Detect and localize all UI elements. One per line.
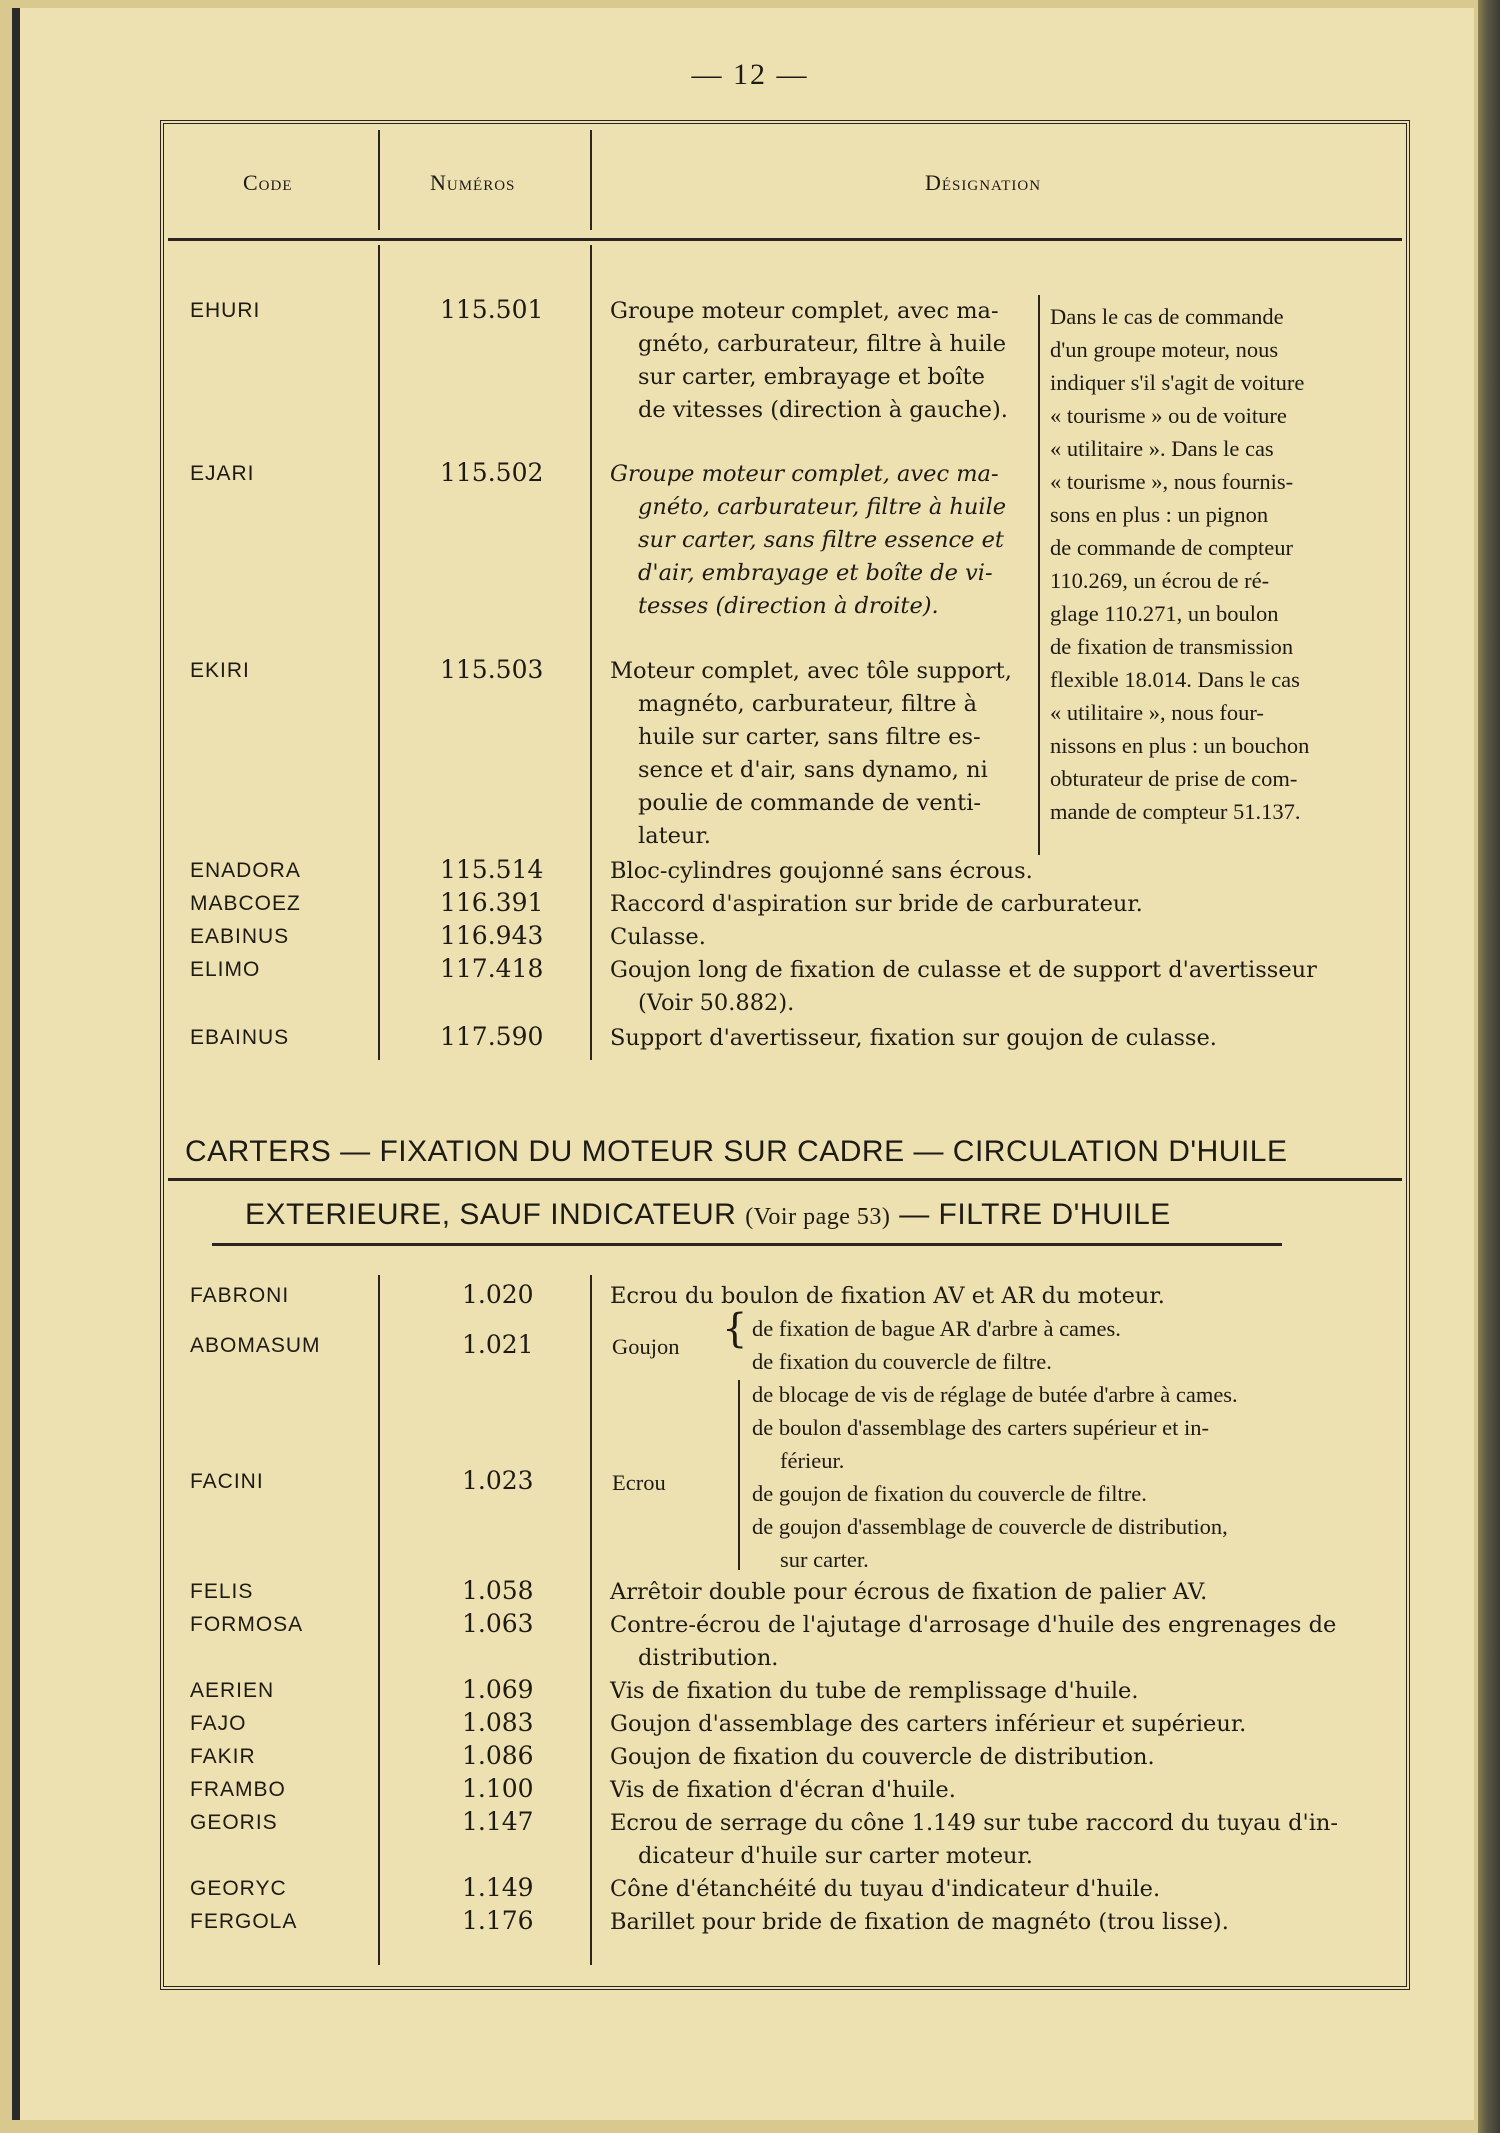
part-number: 116.391 xyxy=(440,888,544,917)
part-designation xyxy=(610,1774,1390,1807)
note-line: d'un groupe moteur, nous xyxy=(1050,337,1279,362)
part-number: 1.069 xyxy=(462,1675,534,1704)
note-line: glage 110.271, un boulon xyxy=(1050,601,1279,626)
designation-line: Goujon d'assemblage des carters inférieur et supérieur. xyxy=(610,1711,1247,1737)
part-designation xyxy=(610,1807,1390,1873)
part-number: 1.086 xyxy=(462,1741,534,1770)
part-code: EHURI xyxy=(190,299,261,322)
designation-line: Culasse. xyxy=(610,924,706,950)
part-code: FACINI xyxy=(190,1470,264,1493)
part-number: 1.147 xyxy=(462,1807,534,1836)
designation-line: Goujon long de fixation de culasse et de support d'avertisseur xyxy=(610,957,1317,983)
part-code: EKIRI xyxy=(190,659,250,682)
part-designation xyxy=(610,888,1390,921)
brace-icon xyxy=(738,1380,740,1570)
column-divider xyxy=(378,1275,380,1965)
designation-line: sur carter, embrayage et boîte xyxy=(638,364,985,390)
part-designation xyxy=(610,1741,1390,1774)
part-number: 1.100 xyxy=(462,1774,534,1803)
designation-line: Vis de fixation du tube de remplissage d'huile. xyxy=(610,1678,1139,1704)
note-line: de fixation de transmission xyxy=(1050,634,1294,659)
part-designation xyxy=(610,1022,1390,1055)
part-number: 1.063 xyxy=(462,1609,534,1638)
designation-line: magnéto, carburateur, filtre à xyxy=(638,691,978,717)
part-number: 1.083 xyxy=(462,1708,534,1737)
designation-line: dicateur d'huile sur carter moteur. xyxy=(638,1843,1033,1869)
part-number: 115.514 xyxy=(440,855,544,884)
part-code: AERIEN xyxy=(190,1679,275,1702)
part-code: FELIS xyxy=(190,1580,254,1603)
variant-line: de fixation de bague AR d'arbre à cames. xyxy=(752,1316,1121,1341)
column-divider xyxy=(590,245,592,1060)
note-bracket xyxy=(1038,295,1040,855)
part-designation xyxy=(610,295,1030,427)
header-designation: Désignation xyxy=(925,170,1042,195)
part-designation xyxy=(610,1576,1390,1609)
designation-line: Goujon de fixation du couvercle de distribution. xyxy=(610,1744,1155,1770)
variant-line: de goujon d'assemblage de couvercle de distribution, xyxy=(752,1514,1228,1539)
part-number: 1.058 xyxy=(462,1576,534,1605)
part-number: 116.943 xyxy=(440,921,544,950)
note-line: nissons en plus : un bouchon xyxy=(1050,733,1310,758)
brace-icon: { xyxy=(722,1306,748,1352)
column-divider xyxy=(378,130,380,230)
variant-line: sur carter. xyxy=(780,1547,869,1572)
designation-line: Contre-écrou de l'ajutage d'arrosage d'huile des engrenages de xyxy=(610,1612,1337,1638)
note-line: indiquer s'il s'agit de voiture xyxy=(1050,370,1305,395)
part-code: EBAINUS xyxy=(190,1026,290,1049)
part-code: GEORYC xyxy=(190,1877,287,1900)
variant-line: de goujon de fixation du couvercle de filtre. xyxy=(752,1481,1147,1506)
designation-line: Groupe moteur complet, avec ma- xyxy=(610,461,999,487)
designation-line: tesses (direction à droite). xyxy=(638,593,939,619)
part-number: 1.020 xyxy=(462,1280,534,1309)
note-line: « utilitaire », nous four- xyxy=(1050,700,1264,725)
designation-line: lateur. xyxy=(638,823,711,849)
designation-line: poulie de commande de venti- xyxy=(638,790,981,816)
part-designation xyxy=(610,1708,1390,1741)
section-divider xyxy=(168,1178,1402,1181)
ecrou-label: Ecrou xyxy=(612,1470,666,1495)
part-code: FRAMBO xyxy=(190,1778,286,1801)
section-title-2 xyxy=(245,1198,1171,1232)
part-code: FERGOLA xyxy=(190,1910,298,1933)
designation-line: gnéto, carburateur, filtre à huile xyxy=(638,494,1007,520)
column-divider xyxy=(590,1275,592,1965)
part-number: 115.502 xyxy=(440,458,544,487)
designation-line: Support d'avertisseur, fixation sur goujon de culasse. xyxy=(610,1025,1217,1051)
header-numeros: Numéros xyxy=(430,170,516,195)
part-designation xyxy=(610,458,1030,623)
designation-line: d'air, embrayage et boîte de vi- xyxy=(638,560,993,586)
designation-line: Arrêtoir double pour écrous de fixation de palier AV. xyxy=(610,1579,1208,1605)
designation-line: (Voir 50.882). xyxy=(638,990,795,1016)
note-line: flexible 18.014. Dans le cas xyxy=(1050,667,1300,692)
note-line: mande de compteur 51.137. xyxy=(1050,799,1301,824)
part-designation xyxy=(610,921,1390,954)
section-title-1: CARTERS — FIXATION DU MOTEUR SUR CADRE — CIRCULATION D'HUILE xyxy=(185,1135,1288,1168)
designation-line: Raccord d'aspiration sur bride de carburateur. xyxy=(610,891,1143,917)
designation-line: Cône d'étanchéité du tuyau d'indicateur d'huile. xyxy=(610,1876,1161,1902)
section-divider xyxy=(212,1243,1282,1246)
ordering-note xyxy=(1050,300,1380,828)
variant-line: de boulon d'assemblage des carters supérieur et in- xyxy=(752,1415,1210,1440)
variant-line: férieur. xyxy=(780,1448,845,1473)
part-designation xyxy=(610,1675,1390,1708)
part-designation xyxy=(610,855,1390,888)
part-number: 115.501 xyxy=(440,295,544,324)
page-number: — 12 — xyxy=(691,58,809,91)
part-designation xyxy=(610,954,1390,1020)
part-code: MABCOEZ xyxy=(190,892,301,915)
note-line: « tourisme », nous fournis- xyxy=(1050,469,1294,494)
header-divider xyxy=(168,238,1402,241)
note-line: obturateur de prise de com- xyxy=(1050,766,1298,791)
part-designation: Ecrou du boulon de fixation AV et AR du moteur. xyxy=(610,1283,1165,1309)
binding-edge xyxy=(1478,0,1500,2133)
part-code: ENADORA xyxy=(190,859,301,882)
note-line: Dans le cas de commande xyxy=(1050,304,1284,329)
designation-line: Bloc-cylindres goujonné sans écrous. xyxy=(610,858,1033,884)
part-designation xyxy=(610,1906,1390,1939)
designation-line: Vis de fixation d'écran d'huile. xyxy=(610,1777,956,1803)
designation-line: Groupe moteur complet, avec ma- xyxy=(610,298,999,324)
designation-line: sur carter, sans filtre essence et xyxy=(638,527,1004,553)
designation-line: Ecrou de serrage du cône 1.149 sur tube raccord du tuyau d'in- xyxy=(610,1810,1339,1836)
part-number: 1.176 xyxy=(462,1906,534,1935)
part-designation xyxy=(610,655,1030,853)
page-reference: (Voir page 53) xyxy=(745,1204,891,1230)
note-line: de commande de compteur xyxy=(1050,535,1294,560)
section-title-2a: EXTERIEURE, SAUF INDICATEUR xyxy=(245,1198,737,1231)
part-designation xyxy=(610,1873,1390,1906)
part-number: 1.021 xyxy=(462,1330,534,1359)
column-divider xyxy=(590,130,592,230)
part-number: 117.418 xyxy=(440,954,544,983)
note-line: « utilitaire ». Dans le cas xyxy=(1050,436,1274,461)
header-code: Code xyxy=(243,170,293,195)
part-code: FABRONI xyxy=(190,1284,290,1307)
part-number: 117.590 xyxy=(440,1022,544,1051)
part-code: ABOMASUM xyxy=(190,1334,321,1357)
designation-line: distribution. xyxy=(638,1645,779,1671)
part-designation xyxy=(610,1609,1390,1675)
note-line: « tourisme » ou de voiture xyxy=(1050,403,1287,428)
part-number: 1.023 xyxy=(462,1466,534,1495)
designation-line: sence et d'air, sans dynamo, ni xyxy=(638,757,988,783)
designation-line: gnéto, carburateur, filtre à huile xyxy=(638,331,1007,357)
part-number: 1.149 xyxy=(462,1873,534,1902)
section-title-2c: — FILTRE D'HUILE xyxy=(899,1198,1171,1231)
goujon-label: Goujon xyxy=(612,1334,680,1359)
part-code: ELIMO xyxy=(190,958,261,981)
designation-line: de vitesses (direction à gauche). xyxy=(638,397,1008,423)
note-line: 110.269, un écrou de ré- xyxy=(1050,568,1270,593)
variant-line: de blocage de vis de réglage de butée d'arbre à cames. xyxy=(752,1382,1238,1407)
designation-line: Moteur complet, avec tôle support, xyxy=(610,658,1012,684)
part-code: FAKIR xyxy=(190,1745,256,1768)
part-code: FAJO xyxy=(190,1712,247,1735)
variant-line: de fixation du couvercle de filtre. xyxy=(752,1349,1052,1374)
part-code: GEORIS xyxy=(190,1811,278,1834)
designation-line: Barillet pour bride de fixation de magnéto (trou lisse). xyxy=(610,1909,1229,1935)
part-code: EABINUS xyxy=(190,925,290,948)
designation-line: huile sur carter, sans filtre es- xyxy=(638,724,981,750)
part-code: EJARI xyxy=(190,462,255,485)
column-divider xyxy=(378,245,380,1060)
part-number: 115.503 xyxy=(440,655,544,684)
note-line: sons en plus : un pignon xyxy=(1050,502,1269,527)
part-code: FORMOSA xyxy=(190,1613,304,1636)
